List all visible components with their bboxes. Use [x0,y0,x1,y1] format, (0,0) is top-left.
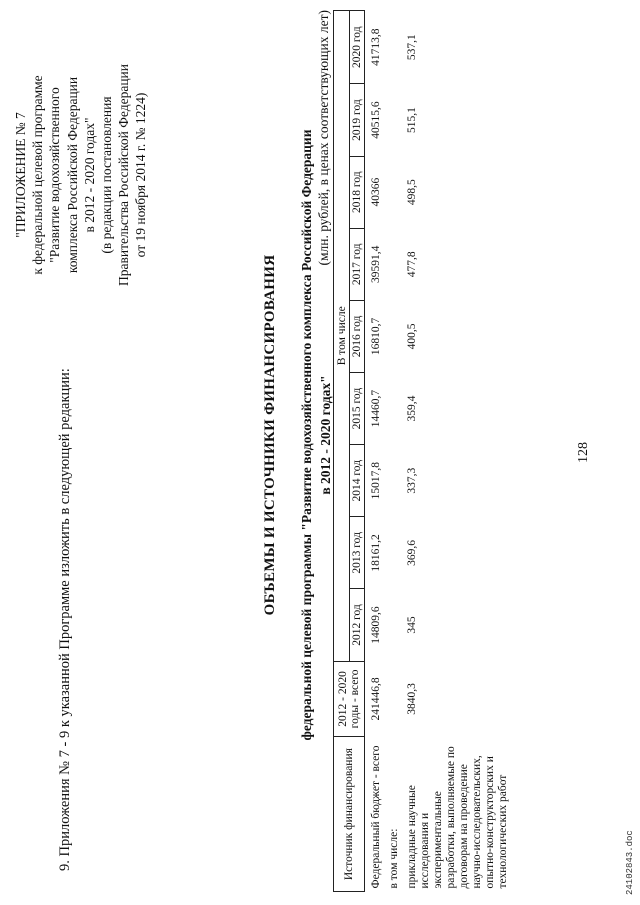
cell-value: 400,5 [406,323,418,350]
row-total: 3840,3 [406,683,418,715]
cell-value [383,300,401,372]
row-label: Федеральный бюджет - всего [370,745,382,889]
cell-value: 359,4 [406,395,418,422]
table-row [401,11,510,892]
page-number: 128 [576,442,591,463]
cell-value [383,373,401,445]
appendix-line: комплекса Российской Федерации [64,76,80,274]
cell-value [383,517,401,589]
appendix-line: в 2012 - 2020 годах" [81,117,97,233]
cell-value [383,11,401,84]
header-year: 2013 год [350,517,365,589]
cell-value: 477,8 [406,251,418,278]
cell-value: 40515,6 [370,101,382,139]
cell-value: 40366 [370,177,382,207]
cell-value: 15017,8 [370,462,382,500]
table-row [383,11,401,892]
title-main: ОБЪЕМЫ И ИСТОЧНИКИ ФИНАНСИРОВАНИЯ [262,254,278,616]
header-year: 2019 год [350,84,365,156]
row-total [383,661,401,737]
appendix-header [12,15,150,335]
table-row [365,11,384,892]
header-year: 2012 год [350,589,365,661]
header-year: 2018 год [350,156,365,228]
cell-value: 369,6 [406,539,418,566]
cell-value: 14809,6 [370,606,382,644]
cell-value: 515,1 [406,107,418,133]
document-code: 24102843.doc [625,830,635,895]
cell-value: 18161,2 [370,534,382,572]
row-label: в том числе: [388,828,400,889]
appendix-line: к федеральной целевой программе [30,75,46,275]
header-source: Источник финансирования [334,737,365,892]
appendix-line: Правительства Российской Федерации [116,64,132,286]
cell-value [383,445,401,517]
header-year: 2020 год [350,11,365,84]
financing-table [333,10,510,892]
cell-value [383,589,401,661]
row-total: 241446,8 [370,677,382,721]
cell-value [383,156,401,228]
title-sub-line2: в 2012 - 2020 годах" [318,375,333,495]
cell-value: 498,5 [406,179,418,206]
header-year: 2014 год [350,445,365,517]
cell-value: 337,3 [406,467,418,494]
cell-value: 537,1 [406,34,418,61]
header-total [334,661,365,737]
appendix-line: "Развитие водохозяйственного [47,87,63,263]
header-year: 2016 год [350,300,365,372]
header-including: В том числе [334,11,350,662]
cell-value: 14460,7 [370,389,382,428]
row-label: прикладные научные исследования и экспериментальные разработки, выполняемые по договорам на проведение научно-исследовательских, опытно-конструкторских и технологических работ [406,746,509,889]
cell-value [383,228,401,300]
cell-value: 39591,4 [370,245,382,283]
cell-value: 41713,8 [370,28,382,66]
header-year: 2017 год [350,228,365,300]
title-sub-line1: федеральной целевой программы "Развитие водохозяйственного комплекса Российской Федерации [299,129,314,741]
units-note: (млн. рублей, в ценах соответствующих лет) [316,10,331,266]
header-total-line2: годы - всего [349,669,361,729]
header-year: 2015 год [350,373,365,445]
cell-value: 16810,7 [370,317,382,356]
appendix-line: от 19 ноября 2014 г. № 1224) [133,92,149,258]
appendix-line: "ПРИЛОЖЕНИЕ № 7 [13,112,28,238]
appendix-line: (в редакции постановления [99,96,115,254]
header-total-line1: 2012 - 2020 [337,671,349,727]
cell-value [383,84,401,156]
cell-value: 345 [406,616,418,634]
amendment-instruction: 9. Приложения № 7 - 9 к указанной Программе изложить в следующей редакции: [57,368,73,871]
